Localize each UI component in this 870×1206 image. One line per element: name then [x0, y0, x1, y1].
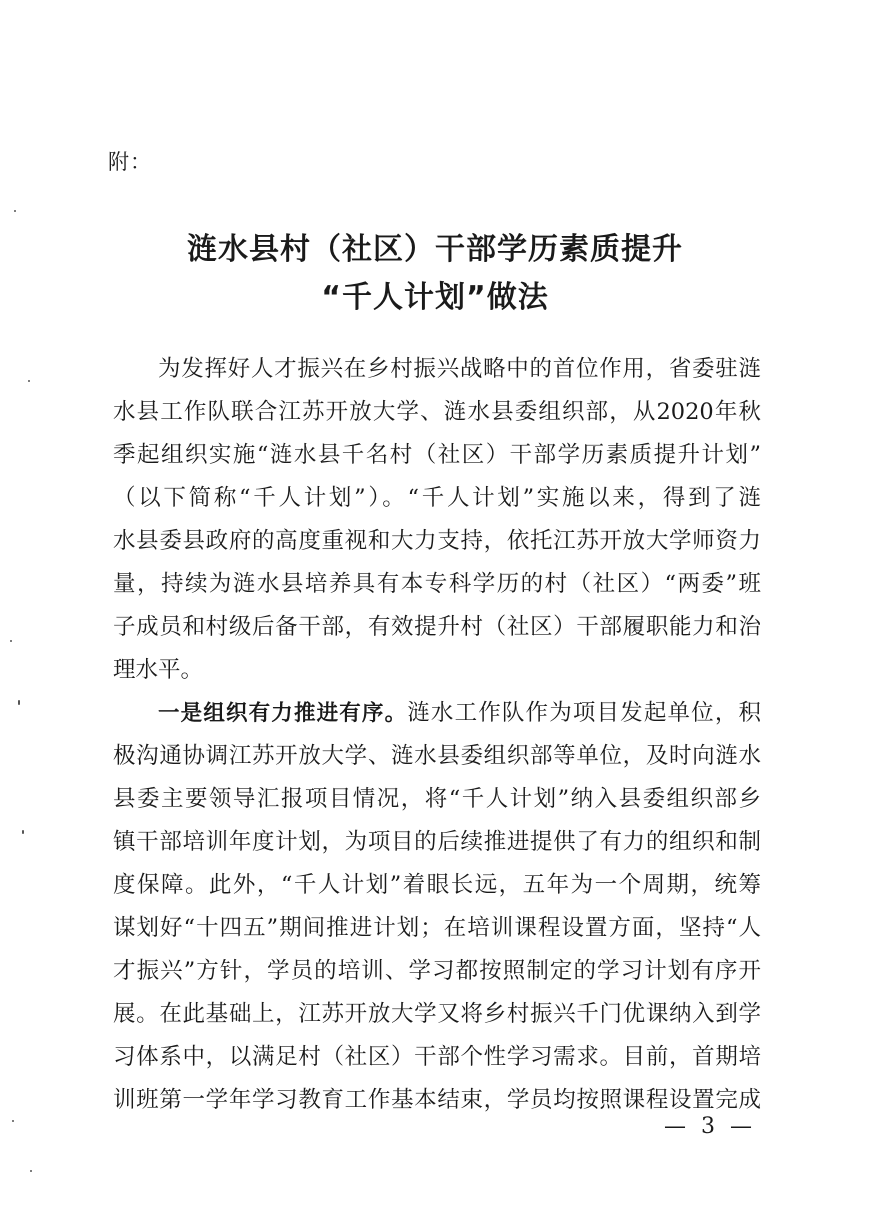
paragraph-2-line: 度保障。此外，“千人计划”着眼长远，五年为一个周期，统筹	[113, 872, 761, 898]
paragraph-1-line: 量，持续为涟水县培养具有本专科学历的村（社区）“两委”班	[113, 571, 761, 597]
paragraph-2-line: 镇干部培训年度计划，为项目的后续推进提供了有力的组织和制	[113, 829, 761, 855]
paragraph-1-line: 子成员和村级后备干部，有效提升村（社区）干部履职能力和治	[113, 614, 761, 640]
scan-speck	[22, 830, 24, 834]
paragraph-2-line: 训班第一学年学习教育工作基本结束，学员均按照课程设置完成	[113, 1087, 761, 1113]
section-heading: 一是组织有力推进有序。	[158, 701, 408, 726]
paragraph-1-line: 理水平。	[113, 657, 204, 683]
scan-speck	[28, 380, 30, 382]
paragraph-2-line: 习体系中，以满足村（社区）干部个性学习需求。目前，首期培	[113, 1044, 761, 1070]
scan-speck	[30, 1170, 32, 1172]
paragraph-2-first-line	[158, 698, 761, 728]
paragraph-2-line: 极沟通协调江苏开放大学、涟水县委组织部等单位，及时向涟水	[113, 743, 761, 769]
paragraph-2-first-line-text: 涟水工作队作为项目发起单位，积	[407, 700, 761, 726]
paragraph-1-line: （以下简称“千人计划”）。“千人计划”实施以来，得到了涟	[113, 485, 761, 511]
scan-speck	[18, 700, 20, 705]
document-title-line-1: 涟水县村（社区）干部学历素质提升	[187, 232, 683, 267]
page-number: — 3 —	[664, 1114, 756, 1139]
document-title-line-2: “千人计划”做法	[321, 280, 549, 315]
paragraph-2-line: 才振兴”方针，学员的培训、学习都按照制定的学习计划有序开	[113, 958, 761, 984]
paragraph-2-line: 谋划好“十四五”期间推进计划；在培训课程设置方面，坚持“人	[113, 915, 761, 941]
paragraph-1-line: 水县委县政府的高度重视和大力支持，依托江苏开放大学师资力	[113, 528, 761, 554]
paragraph-1-line: 水县工作队联合江苏开放大学、涟水县委组织部，从2020年秋	[113, 399, 761, 425]
scan-speck	[14, 210, 16, 212]
scan-speck	[10, 640, 12, 642]
scan-speck	[12, 1120, 14, 1122]
paragraph-2-line: 县委主要领导汇报项目情况，将“千人计划”纳入县委组织部乡	[113, 786, 761, 812]
paragraph-1-line: 为发挥好人才振兴在乡村振兴战略中的首位作用，省委驻涟	[158, 356, 761, 382]
paragraph-2-line: 展。在此基础上，江苏开放大学又将乡村振兴千门优课纳入到学	[113, 1001, 761, 1027]
paragraph-1-line: 季起组织实施“涟水县千名村（社区）干部学历素质提升计划”	[113, 442, 761, 468]
attachment-label: 附：	[108, 150, 152, 174]
